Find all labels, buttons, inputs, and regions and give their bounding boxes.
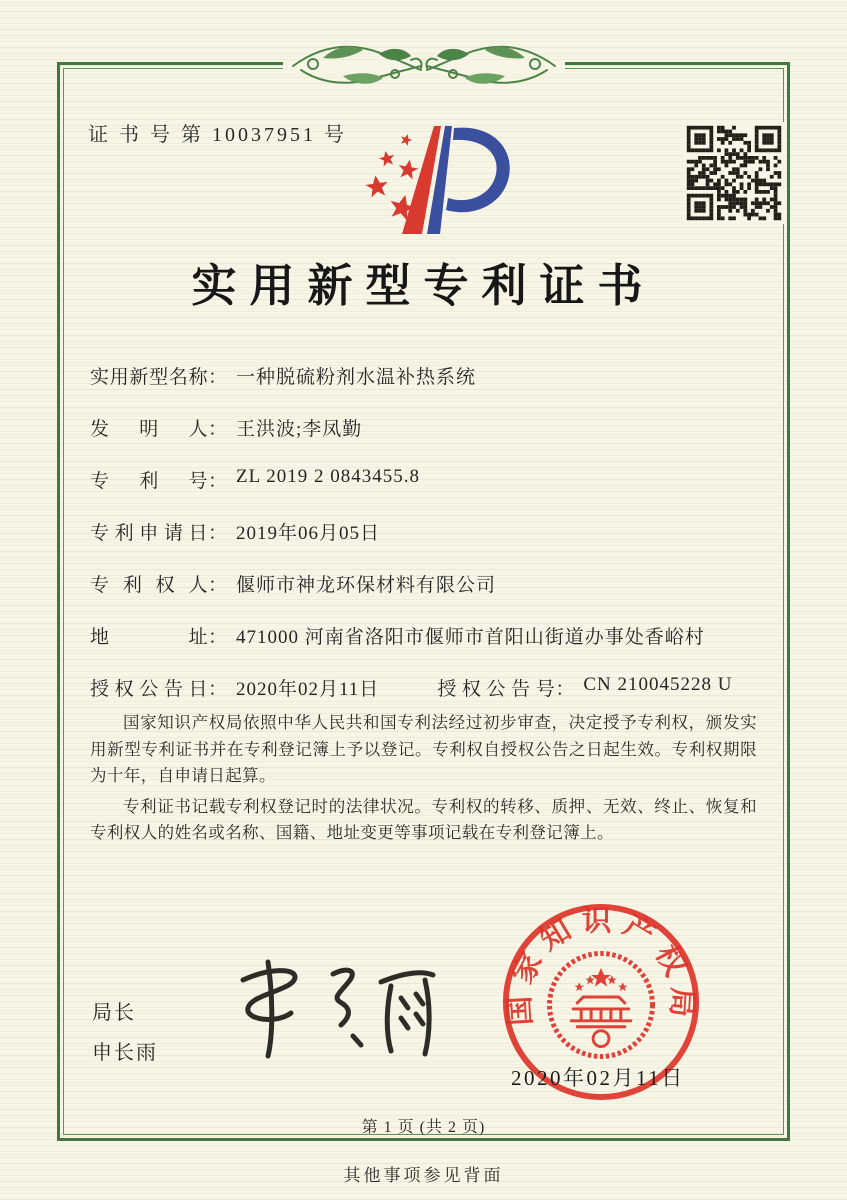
signer-name: 申长雨 <box>92 1042 158 1064</box>
qr-code-icon <box>683 122 785 224</box>
field-label: 实用新型名称 <box>90 367 208 388</box>
certificate-number: 证 书 号 第 10037951 号 <box>88 124 347 146</box>
field-colon: ： <box>208 471 228 492</box>
handwritten-signature-icon <box>215 950 450 1065</box>
field-row-name <box>90 362 760 414</box>
seal-date: 2020年02月11日 <box>511 1066 685 1090</box>
field-colon: ： <box>208 627 228 648</box>
field-row-filing-date <box>90 518 760 570</box>
field-label: 专利申请日 <box>90 523 208 544</box>
field-label: 地址 <box>90 627 208 648</box>
signer-title: 局长 <box>92 1002 136 1024</box>
field-row-patent-number <box>90 466 760 518</box>
field-value: ZL 2019 2 0843455.8 <box>236 466 421 487</box>
field-label: 授权公告日 <box>90 679 208 700</box>
top-border-flourish-ornament <box>283 36 565 94</box>
back-side-note: 其他事项参见背面 <box>343 1166 504 1185</box>
signer-block <box>92 993 158 1073</box>
page-number: 第 1 页 (共 2 页) <box>361 1119 486 1136</box>
field-label: 授权公告号 <box>437 679 556 700</box>
field-label: 专利号 <box>90 471 208 492</box>
field-value: 一种脱硫粉剂水温补热系统 <box>236 367 477 388</box>
field-value: 偃师市神龙环保材料有限公司 <box>236 575 497 596</box>
field-colon: ： <box>208 419 228 440</box>
field-value: 471000 河南省洛阳市偃师市首阳山街道办事处香峪村 <box>236 627 705 648</box>
legal-paragraph-2: 专利证书记载专利权登记时的法律状况。专利权的转移、质押、无效、终止、恢复和专利权人的姓名或名称、国籍、地址变更等事项记载在专利登记簿上。 <box>90 796 757 842</box>
field-row-address <box>90 622 760 674</box>
legal-paragraph-1: 国家知识产权局依照中华人民共和国专利法经过初步审查，决定授予专利权，颁发实用新型专利证书并在专利登记簿上予以登记。专利权自授权公告之日起生效。专利权期限为十年，自申请日起算。 <box>90 713 757 785</box>
field-row-inventor <box>90 414 760 466</box>
field-value: 王洪波;李凤勤 <box>236 419 363 440</box>
seal-text: 国家知识产权局 <box>503 905 699 1027</box>
field-value: 2019年06月05日 <box>236 523 381 544</box>
field-label: 专利权人 <box>90 575 208 596</box>
field-label: 发明人 <box>90 419 208 440</box>
grant-number-pair <box>437 674 732 701</box>
legal-text-block <box>90 710 757 851</box>
field-colon: ： <box>555 679 575 700</box>
field-colon: ： <box>208 367 228 388</box>
cnipa-logo-icon <box>342 110 518 242</box>
certificate-title: 实用新型专利证书 <box>191 261 656 311</box>
field-colon: ： <box>208 575 228 596</box>
field-colon: ： <box>208 679 228 700</box>
field-row-patentee <box>90 570 760 622</box>
field-value: 2020年02月11日 <box>236 679 380 700</box>
field-colon: ： <box>208 523 228 544</box>
field-value: CN 210045228 U <box>583 674 733 695</box>
field-list <box>90 362 760 726</box>
